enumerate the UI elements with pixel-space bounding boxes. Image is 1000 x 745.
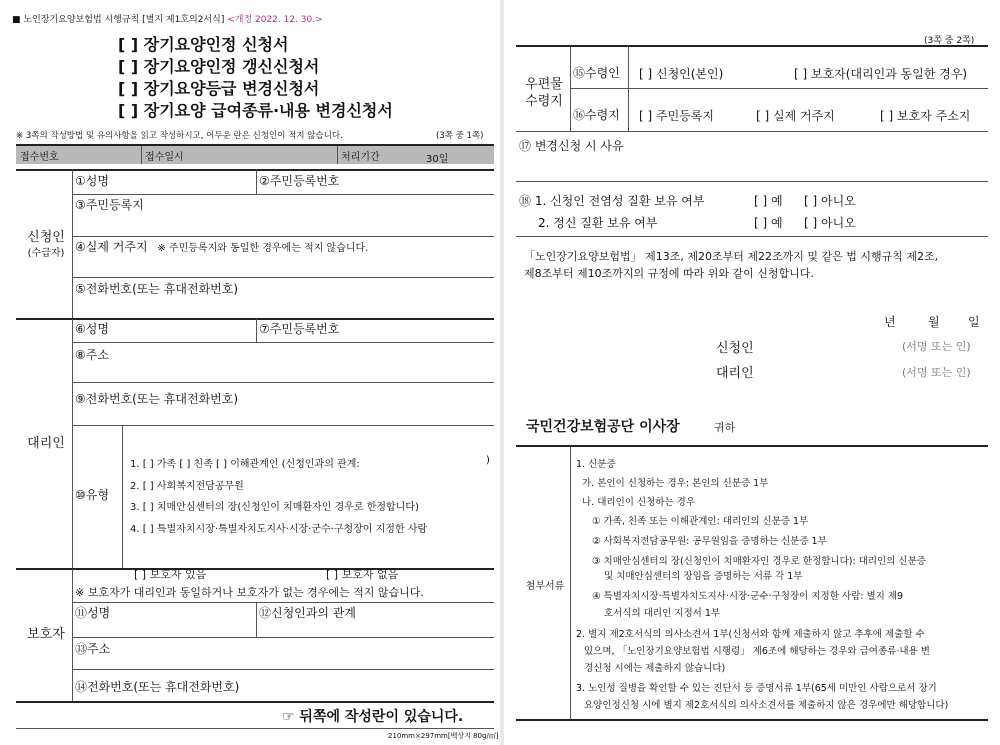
- date-month: 월: [928, 315, 940, 329]
- guardian-address-label: ⑬주소: [75, 642, 111, 656]
- square-bullet-icon: ■: [12, 15, 21, 25]
- change-reason-label[interactable]: ⑰ 변경신청 시 사유: [519, 139, 624, 153]
- page-indicator-2: (3쪽 중 2쪽): [924, 36, 975, 46]
- receipt-number-label: 접수번호: [20, 152, 59, 163]
- title-grade-change[interactable]: [ ] 장기요양등급 변경신청서: [118, 79, 320, 98]
- applicant-registered-address-label: ③주민등록지: [75, 198, 144, 212]
- form-page-2: [504, 0, 1000, 745]
- guardian-phone-label: ⑭전화번호(또는 휴대전화번호): [75, 680, 240, 694]
- agent-rrn-label: ⑦주민등록번호: [259, 322, 340, 336]
- receipt-date-label: 접수일시: [145, 152, 184, 163]
- applicant-name-label: ①성명: [75, 174, 109, 188]
- actual-address-note: ※ 주민등록지와 동일한 경우에는 적지 않습니다.: [157, 243, 369, 254]
- guardian-none-checkbox[interactable]: [ ] 보호자 없음: [326, 568, 399, 581]
- applicant-actual-address-label: ④실제 거주지 ※ 주민등록지와 동일한 경우에는 적지 않습니다.: [75, 240, 369, 254]
- attachment-item: 1. 신분증: [576, 459, 616, 470]
- applicant-phone-label: ⑤전화번호(또는 휴대전화번호): [75, 282, 239, 296]
- agent-type-social-worker[interactable]: 2. [ ] 사회복지전담공무원: [130, 481, 244, 492]
- attachment-item: 있으며, 「노인장기요양보험법 시행령」 제6조에 해당하는 경우와 급여종류·내용 변: [584, 646, 930, 657]
- guardian-name-label: ⑪성명: [75, 606, 111, 620]
- guardian-note: ※ 보호자가 대리인과 동일하거나 보호자가 없는 경우에는 적지 않습니다.: [75, 586, 424, 599]
- title-renewal[interactable]: [ ] 장기요양인정 갱신신청서: [118, 57, 320, 76]
- date-day: 일: [968, 315, 980, 329]
- mental-no[interactable]: [ ] 아니오: [804, 216, 856, 230]
- mail-recipient-label: 우편물 수령지: [525, 77, 563, 109]
- agent-type-dementia-center[interactable]: 3. [ ] 치매안심센터의 장(신청인이 치매환자인 경우로 한정합니다): [130, 502, 419, 513]
- recipient-self-checkbox[interactable]: [ ] 신청인(본인): [639, 67, 724, 81]
- law-reference: 노인장기요양보험법 시행규칙 [별지 제1호의2서식]: [23, 15, 225, 25]
- revision-date: <개정 2022. 12. 30.>: [227, 15, 323, 25]
- infectious-disease-question: ⑱ 1. 신청인 전염성 질환 보유 여부: [519, 194, 705, 208]
- processing-days: 30일: [426, 154, 449, 165]
- mental-yes[interactable]: [ ] 예: [754, 216, 783, 230]
- page-indicator: (3쪽 중 1쪽): [436, 131, 484, 141]
- form-header: [12, 12, 323, 25]
- delivery-place-label: ⑯수령지: [573, 108, 620, 122]
- mental-disease-question: 2. 정신 질환 보유 여부: [538, 216, 658, 230]
- agent-type-designated[interactable]: 4. [ ] 특별자치시장·특별자치도지사·시장·군수·구청장이 지정한 사람: [130, 524, 428, 535]
- agent-phone-label: ⑨전화번호(또는 휴대전화번호): [75, 392, 239, 406]
- attachment-item: 경신청 시에는 제출하지 않습니다): [584, 663, 726, 674]
- place-rrn-checkbox[interactable]: [ ] 주민등록지: [639, 109, 714, 123]
- declaration-line-1: 「노인장기요양보험법」 제13조, 제20조부터 제22조까지 및 같은 법 시행규칙 제2조,: [524, 250, 939, 263]
- attachment-item: 요양인정신청 시에 별지 제2호서식의 의사소견서를 제출하지 않은 경우에만 해당합니다): [584, 700, 949, 711]
- infectious-no[interactable]: [ ] 아니오: [804, 194, 856, 208]
- title-certification[interactable]: [ ] 장기요양인정 신청서: [118, 35, 289, 54]
- back-side-notice: ☞ 뒤쪽에 작성란이 있습니다.: [282, 709, 464, 725]
- attachment-item: ④ 특별자치시장·특별자치도지사·시장·군수·구청장이 지정한 사람: 별지 제9: [592, 591, 904, 602]
- guardian-exists-checkbox[interactable]: [ ] 보호자 있음: [134, 568, 207, 581]
- form-titles: [118, 34, 393, 122]
- applicant-section-label: 신청인 (수급자): [27, 230, 65, 259]
- attachment-item: 및 치매안심센터의 장임을 증명하는 서류 각 1부: [604, 571, 803, 582]
- infectious-yes[interactable]: [ ] 예: [754, 194, 783, 208]
- agent-section-label: 대리인: [27, 436, 65, 451]
- place-actual-checkbox[interactable]: [ ] 실제 거주지: [756, 109, 835, 123]
- receipt-header-bar: [16, 144, 494, 164]
- attachment-item: ① 가족, 친족 또는 이해관계인: 대리인의 신분증 1부: [592, 516, 809, 527]
- agent-address-label: ⑧주소: [75, 348, 109, 362]
- sign-applicant-label: 신청인: [716, 341, 754, 356]
- agent-type-label: ⑩유형: [75, 488, 109, 502]
- recipient-guardian-checkbox[interactable]: [ ] 보호자(대리인과 동일한 경우): [794, 67, 968, 81]
- attachment-item: ③ 치매안심센터의 장(신청인이 치매환자인 경우로 한정합니다): 대리인의 신분증: [592, 556, 926, 567]
- recipient-label: ⑮수령인: [573, 66, 620, 80]
- attachment-item: 2. 별지 제2호서식의 의사소견서 1부(신청서와 함께 제출하지 않고 추후에 제출할 수: [576, 629, 925, 640]
- place-guardian-checkbox[interactable]: [ ] 보호자 주소지: [880, 109, 971, 123]
- guardian-relation-label: ⑫신청인과의 관계: [259, 606, 356, 620]
- addressee: 국민건강보험공단 이사장: [526, 419, 680, 435]
- processing-period-label: 처리기간: [341, 152, 380, 163]
- honorific: 귀하: [714, 421, 736, 434]
- agent-type-family[interactable]: 1. [ ] 가족 [ ] 친족 [ ] 이해관계인 (신청인과의 관계:: [130, 459, 360, 470]
- attachment-item: 나. 대리인이 신청하는 경우: [582, 497, 696, 508]
- attachment-item: 호서식의 대리인 지정서 1부: [604, 608, 721, 619]
- sign-agent-label: 대리인: [716, 366, 754, 381]
- title-benefit-change[interactable]: [ ] 장기요양 급여종류·내용 변경신청서: [118, 101, 393, 120]
- applicant-rrn-label: ②주민등록번호: [259, 174, 340, 188]
- sign-agent-hint[interactable]: (서명 또는 인): [902, 366, 971, 379]
- attachment-item: 가. 본인이 신청하는 경우: 본인의 신분증 1부: [582, 478, 769, 489]
- instruction-notice: ※ 3쪽의 작성방법 및 유의사항을 읽고 작성하시고, 어두운 란은 신청인이 적지 않습니다.: [16, 131, 343, 141]
- declaration-line-2: 제8조부터 제10조까지의 규정에 따라 위와 같이 신청합니다.: [524, 267, 814, 280]
- guardian-section-label: 보호자: [27, 627, 65, 642]
- attachment-item: 3. 노인성 질병을 확인할 수 있는 진단서 등 증명서류 1부(65세 미만인 사람으로서 장기: [576, 683, 937, 694]
- paper-spec: 210mm×297mm[백상지 80g/㎡]: [388, 732, 499, 740]
- agent-relation-close: ): [486, 455, 490, 466]
- agent-name-label: ⑥성명: [75, 322, 109, 336]
- sign-applicant-hint[interactable]: (서명 또는 인): [902, 340, 971, 353]
- date-year: 년: [884, 315, 896, 329]
- attachments-label: 첨부서류: [525, 581, 565, 592]
- attachment-item: ② 사회복지전담공무원: 공무원임을 증명하는 신분증 1부: [592, 536, 827, 547]
